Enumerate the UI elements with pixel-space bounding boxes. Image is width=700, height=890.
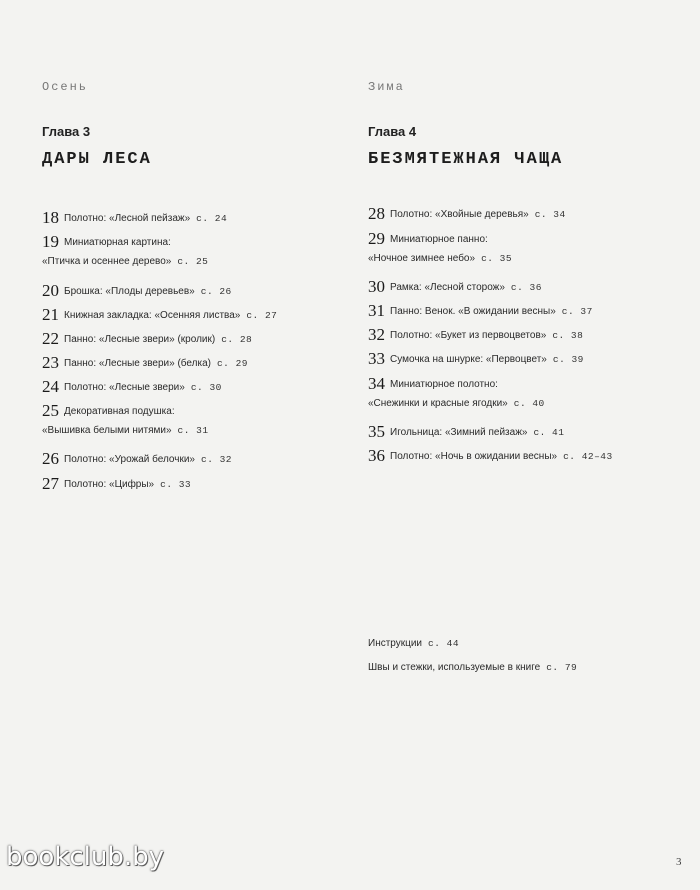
toc-entry[interactable]: [42, 474, 191, 494]
toc-entry[interactable]: [42, 232, 171, 252]
toc-entry[interactable]: [42, 353, 248, 373]
entry-page: с. 39: [552, 354, 584, 365]
entry-number: 36: [368, 446, 385, 465]
entry-number: 22: [42, 329, 59, 348]
toc-entry[interactable]: [368, 446, 613, 466]
toc-entry[interactable]: [368, 349, 584, 369]
entry-page: с. 32: [201, 454, 233, 465]
instructions-entry[interactable]: [368, 638, 459, 649]
entry-page: с. 27: [246, 310, 278, 321]
entry-page: с. 35: [481, 253, 513, 264]
entry-title: Миниатюрное полотно:: [390, 379, 498, 390]
season-label: Зима: [368, 80, 405, 94]
toc-entry[interactable]: [368, 277, 542, 297]
entry-title: Брошка: «Плоды деревьев»: [64, 286, 195, 297]
entry-page: с. 33: [160, 479, 192, 490]
entry-title: Панно: Венок. «В ожидании весны»: [390, 306, 556, 317]
entry-page: с. 38: [552, 330, 584, 341]
toc-entry-continuation[interactable]: [368, 253, 512, 264]
watermark-logo: bookclub.by: [6, 842, 165, 872]
entry-title: Книжная закладка: «Осенняя листва»: [64, 310, 241, 321]
entry-title: Сумочка на шнурке: «Первоцвет»: [390, 354, 547, 365]
entry-number: 27: [42, 474, 59, 493]
entry-page: с. 28: [221, 334, 253, 345]
toc-entry[interactable]: [42, 449, 232, 469]
toc-entry[interactable]: [368, 229, 488, 249]
toc-entry[interactable]: [42, 401, 175, 421]
entry-title: Полотно: «Урожай белочки»: [64, 454, 195, 465]
toc-entry-continuation[interactable]: [42, 425, 209, 436]
toc-entry[interactable]: [42, 305, 277, 325]
entry-number: 25: [42, 401, 59, 420]
entry-title: Миниатюрная картина:: [64, 237, 171, 248]
entry-title: Инструкции: [368, 638, 423, 649]
entry-page: с. 26: [200, 286, 232, 297]
entry-page: с. 37: [561, 306, 593, 317]
toc-entry[interactable]: [368, 301, 593, 321]
entry-number: 29: [368, 229, 385, 248]
page-number: 3: [676, 856, 682, 868]
entry-title: Полотно: «Лесные звери»: [64, 382, 185, 393]
entry-number: 21: [42, 305, 59, 324]
entry-number: 35: [368, 422, 385, 441]
entry-title-cont: «Снежинки и красные ягодки»: [368, 398, 508, 409]
toc-entry[interactable]: [368, 325, 583, 345]
entry-number: 30: [368, 277, 385, 296]
season-label: Осень: [42, 80, 89, 94]
entry-page: с. 31: [177, 425, 209, 436]
entry-page: с. 36: [510, 282, 542, 293]
entry-title: Полотно: «Букет из первоцветов»: [390, 330, 547, 341]
toc-entry[interactable]: [368, 374, 498, 394]
entry-title: Панно: «Лесные звери» (кролик): [64, 334, 216, 345]
entry-title: Игольница: «Зимний пейзаж»: [390, 427, 528, 438]
chapter-label: Глава 3: [42, 124, 91, 139]
entry-number: 33: [368, 349, 385, 368]
entry-page: с. 79: [546, 662, 578, 673]
toc-entry[interactable]: [42, 329, 252, 349]
entry-title-cont: «Вышивка белыми нитями»: [42, 425, 172, 436]
chapter-title: БЕЗМЯТЕЖНАЯ ЧАЩА: [368, 150, 564, 169]
entry-number: 23: [42, 353, 59, 372]
chapter-label: Глава 4: [368, 124, 417, 139]
entry-page: с. 30: [190, 382, 222, 393]
entry-title: Панно: «Лесные звери» (белка): [64, 358, 211, 369]
entry-page: с. 42–43: [563, 451, 613, 462]
entry-title: Рамка: «Лесной сторож»: [390, 282, 505, 293]
toc-entry[interactable]: [42, 281, 232, 301]
entry-number: 20: [42, 281, 59, 300]
chapter-title: ДАРЫ ЛЕСА: [42, 150, 152, 169]
entry-title-cont: «Птичка и осеннее дерево»: [42, 256, 172, 267]
entry-number: 32: [368, 325, 385, 344]
entry-title: Швы и стежки, используемые в книге: [368, 662, 541, 673]
entry-number: 18: [42, 208, 59, 227]
toc-entry-continuation[interactable]: [368, 398, 545, 409]
entry-page: с. 24: [196, 213, 228, 224]
entry-title: Миниатюрное панно:: [390, 234, 488, 245]
entry-number: 26: [42, 449, 59, 468]
entry-page: с. 40: [513, 398, 545, 409]
toc-entry-continuation[interactable]: [42, 256, 208, 267]
entry-page: с. 44: [428, 638, 460, 649]
stitches-entry[interactable]: [368, 662, 577, 673]
toc-entry[interactable]: [42, 208, 227, 228]
toc-entry[interactable]: [368, 204, 566, 224]
entry-number: 19: [42, 232, 59, 251]
entry-page: с. 29: [216, 358, 248, 369]
entry-title: Полотно: «Хвойные деревья»: [390, 209, 529, 220]
entry-number: 31: [368, 301, 385, 320]
toc-entry[interactable]: [42, 377, 222, 397]
entry-page: с. 34: [534, 209, 566, 220]
entry-title: Полотно: «Лесной пейзаж»: [64, 213, 191, 224]
entry-number: 28: [368, 204, 385, 223]
entry-title: Декоративная подушка:: [64, 406, 175, 417]
entry-number: 24: [42, 377, 59, 396]
entry-number: 34: [368, 374, 385, 393]
entry-page: с. 25: [177, 256, 209, 267]
entry-page: с. 41: [533, 427, 565, 438]
entry-title-cont: «Ночное зимнее небо»: [368, 253, 476, 264]
toc-entry[interactable]: [368, 422, 564, 442]
entry-title: Полотно: «Цифры»: [64, 479, 155, 490]
entry-title: Полотно: «Ночь в ожидании весны»: [390, 451, 558, 462]
